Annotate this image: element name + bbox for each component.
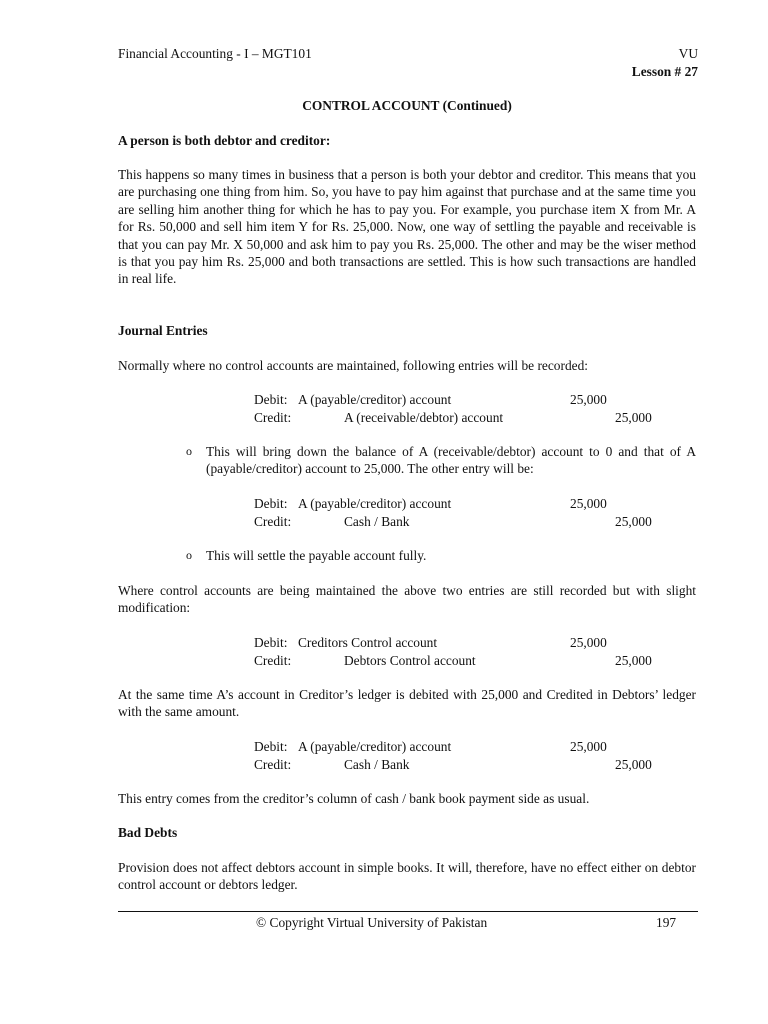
debit-label: Debit:: [254, 496, 288, 511]
debit-row: [254, 495, 658, 513]
credit-account: Debtors Control account: [344, 652, 476, 668]
credit-account: A (receivable/debtor) account: [344, 409, 504, 425]
footer-copyright: © Copyright Virtual University of Pakistan: [256, 915, 488, 930]
debit-row: [254, 634, 658, 652]
debit-account: A (payable/creditor) account: [298, 739, 452, 754]
debit-account: A (payable/creditor) account: [298, 496, 452, 511]
debit-account: A (payable/creditor) account: [298, 392, 452, 407]
paragraph-ledger: At the same time A’s account in Creditor’s ledger is debited with 25,000 and Credited in Debtors’ ledger with the same amount.: [118, 687, 696, 720]
section-heading-debtor-creditor: A person is both debtor and creditor:: [118, 133, 331, 148]
credit-label: Credit:: [254, 756, 292, 772]
header-course: Financial Accounting - I – MGT101: [118, 46, 312, 61]
bullet-text: This will settle the payable account fully.: [206, 548, 427, 563]
paragraph-bad-debts: Provision does not affect debtors account in simple books. It will, therefore, have no effect either on debtor control account or debtors ledger.: [118, 860, 696, 893]
page-number: 197: [656, 915, 677, 930]
debit-row: [254, 391, 658, 409]
credit-label: Credit:: [254, 513, 292, 529]
credit-row: [254, 652, 658, 670]
credit-account: Cash / Bank: [344, 513, 410, 529]
bullet-text: This will bring down the balance of A (receivable/debtor) account to 0 and that of A (payable/creditor) account to 25,000. The other entry will be:: [206, 444, 696, 477]
credit-amount: 25,000: [615, 652, 652, 668]
paragraph-closing: This entry comes from the creditor’s column of cash / bank book payment side as usual.: [118, 791, 590, 806]
credit-row: [254, 409, 658, 427]
debit-amount: 25,000: [570, 496, 607, 511]
paragraph-journal-intro: Normally where no control accounts are maintained, following entries will be recorded:: [118, 358, 588, 373]
journal-entry-2: [254, 495, 658, 530]
credit-account: Cash / Bank: [344, 756, 410, 772]
document-page: [118, 0, 698, 1024]
credit-amount: 25,000: [615, 756, 652, 772]
journal-entry-1: [254, 391, 658, 426]
credit-amount: 25,000: [615, 513, 652, 529]
credit-amount: 25,000: [615, 409, 652, 425]
debit-label: Debit:: [254, 635, 288, 650]
bullet-marker: o: [186, 444, 192, 458]
section-heading-journal-entries: Journal Entries: [118, 323, 208, 338]
credit-row: [254, 756, 658, 774]
debit-label: Debit:: [254, 739, 288, 754]
debit-amount: 25,000: [570, 739, 607, 754]
debit-label: Debit:: [254, 392, 288, 407]
header-org: VU: [678, 46, 698, 61]
credit-row: [254, 513, 658, 531]
credit-label: Credit:: [254, 409, 292, 425]
section-heading-bad-debts: Bad Debts: [118, 825, 178, 840]
header-lesson: Lesson # 27: [631, 64, 698, 79]
debit-account: Creditors Control account: [298, 635, 438, 650]
bullet-marker: o: [186, 548, 192, 562]
credit-label: Credit:: [254, 652, 292, 668]
paragraph-control-accounts: Where control accounts are being maintained the above two entries are still recorded but with slight modification:: [118, 583, 696, 616]
paragraph-debtor-creditor: This happens so many times in business that a person is both your debtor and creditor. This means that you are purchasing one thing from him. So, you have to pay him against that purchase and at the same time you are selling him another thing for which he has to pay you. For example, you purchase item X from Mr. A for Rs. 50,000 and sell him item Y for Rs. 25,000. Now, one way of settling the payable and receivable is that you can pay Mr. X 50,000 and ask him to pay you Rs. 25,000. The other and may be the wiser method is that you pay him Rs. 25,000 and both transactions are settled. This is how such transactions are handled in real life.: [118, 167, 696, 287]
journal-entry-3: [254, 634, 658, 669]
debit-amount: 25,000: [570, 635, 607, 650]
page-title: CONTROL ACCOUNT (Continued): [302, 98, 512, 113]
journal-entry-4: [254, 738, 658, 773]
debit-amount: 25,000: [570, 392, 607, 407]
footer-divider: [118, 911, 698, 912]
debit-row: [254, 738, 658, 756]
